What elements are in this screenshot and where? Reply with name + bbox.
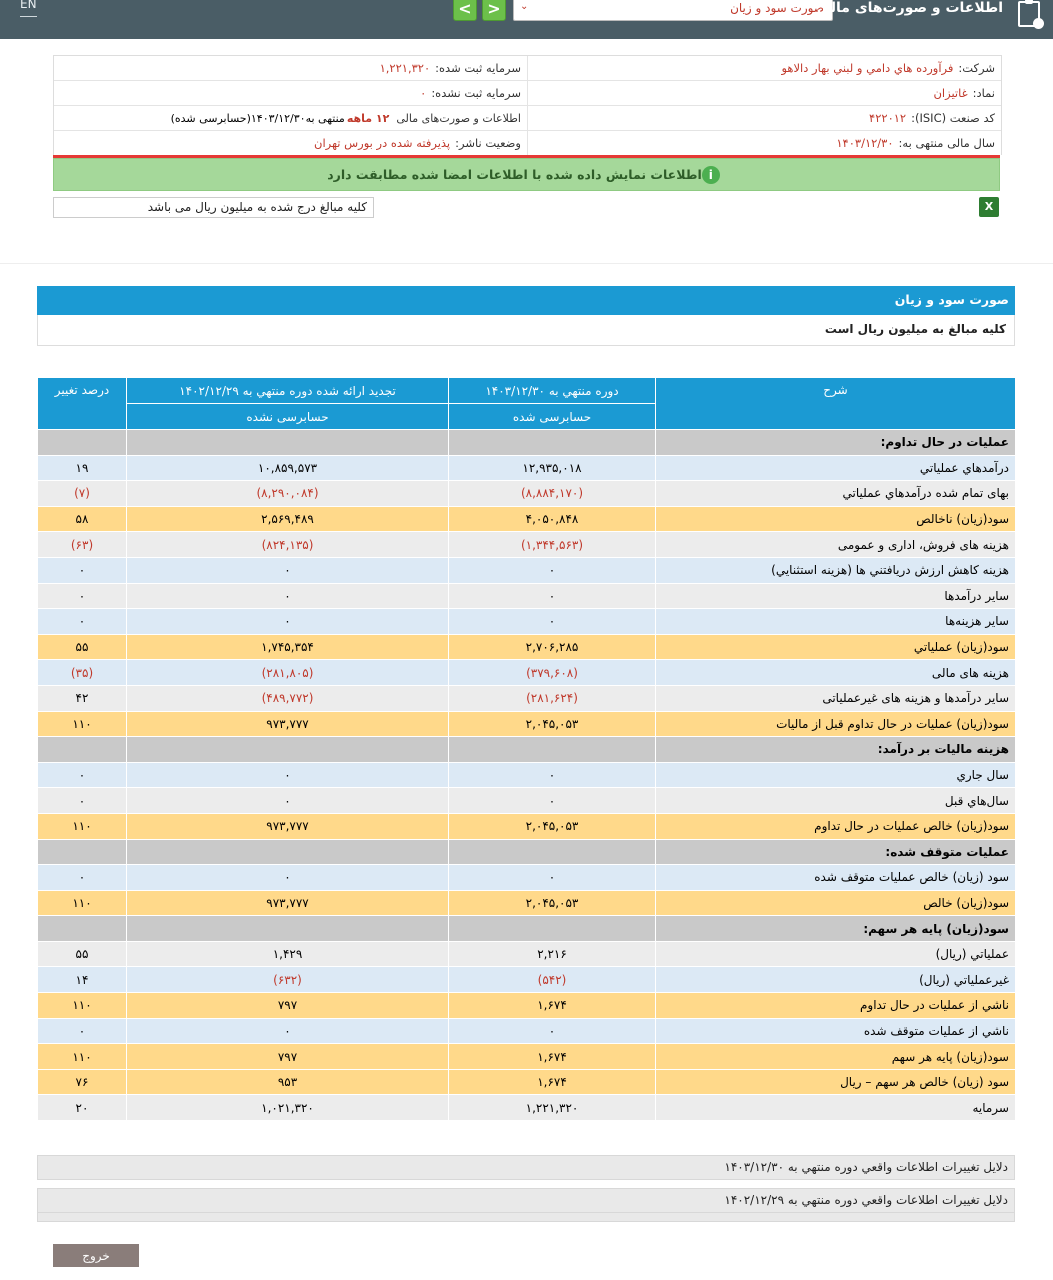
info-icon: i <box>702 166 720 184</box>
row-change: ۰ <box>38 609 127 635</box>
section-subtitle: کلیه مبالغ به میلیون ریال است <box>37 315 1015 346</box>
row-desc: هزينه هاى فروش، ادارى و عمومى <box>656 532 1016 558</box>
row-prior: ۰ <box>127 609 449 635</box>
row-change <box>38 737 127 763</box>
top-bar <box>0 0 1053 39</box>
row-desc: سود(زيان) ناخالص <box>656 506 1016 532</box>
row-desc: ساير درآمدها <box>656 583 1016 609</box>
table-row <box>38 890 1016 916</box>
row-change: ۱۴ <box>38 967 127 993</box>
statements-detail: منتهی به۱۴۰۳/۱۲/۳۰(حسابرسی شده) <box>170 111 345 125</box>
row-desc: سایر هزینه‌ها <box>656 609 1016 635</box>
company-label: شرکت: <box>958 61 995 75</box>
row-current: ۱,۲۲۱,۳۲۰ <box>449 1095 656 1121</box>
row-current <box>449 839 656 865</box>
next-button[interactable]: > <box>482 0 506 21</box>
header-current: دوره منتهي به ۱۴۰۳/۱۲/۳۰ <box>449 378 656 404</box>
table-row <box>38 455 1016 481</box>
row-change: ۰ <box>38 1018 127 1044</box>
row-current: ۰ <box>449 762 656 788</box>
category-row <box>38 916 1016 942</box>
row-current: ۱,۶۷۴ <box>449 1069 656 1095</box>
row-desc: غيرعملياتي (ريال) <box>656 967 1016 993</box>
row-current: ۰ <box>449 865 656 891</box>
row-current: ۰ <box>449 1018 656 1044</box>
row-current: ۱,۶۷۴ <box>449 1044 656 1070</box>
row-current: ۲,۰۴۵,۰۵۳ <box>449 711 656 737</box>
status-label: وضعیت ناشر: <box>455 136 521 150</box>
row-prior <box>127 916 449 942</box>
language-link[interactable]: EN <box>20 0 37 11</box>
row-desc: سال‌هاي قبل <box>656 788 1016 814</box>
row-current: ۲,۰۴۵,۰۵۳ <box>449 890 656 916</box>
row-prior: (۸۲۴,۱۳۵) <box>127 532 449 558</box>
row-prior: (۲۸۱,۸۰۵) <box>127 660 449 686</box>
row-current: ۲,۷۰۶,۲۸۵ <box>449 634 656 660</box>
row-current: ۰ <box>449 788 656 814</box>
row-prior: ۹۷۳,۷۷۷ <box>127 813 449 839</box>
table-row <box>38 788 1016 814</box>
table-row <box>38 865 1016 891</box>
row-desc: ساير درآمدها و هزينه هاى غيرعملياتى <box>656 685 1016 711</box>
category-row <box>38 430 1016 456</box>
row-prior: ۰ <box>127 583 449 609</box>
row-change: (۶۳) <box>38 532 127 558</box>
table-row <box>38 993 1016 1019</box>
row-desc: سود (زيان) خالص هر سهم – ريال <box>656 1069 1016 1095</box>
fiscal-value: ۱۴۰۳/۱۲/۳۰ <box>836 136 894 150</box>
table-row <box>38 634 1016 660</box>
row-change: (۷) <box>38 481 127 507</box>
table-row <box>38 685 1016 711</box>
page-title: اطلاعات و صورت‌های مالی <box>816 0 1003 16</box>
row-change: ۱۱۰ <box>38 890 127 916</box>
reg-capital-value: ۱,۲۲۱,۳۲۰ <box>379 61 431 75</box>
row-change: ۱۹ <box>38 455 127 481</box>
table-row <box>38 762 1016 788</box>
row-desc: سود(زيان) عملياتي <box>656 634 1016 660</box>
verified-notice <box>53 158 1000 191</box>
table-row <box>38 532 1016 558</box>
table-row <box>38 941 1016 967</box>
row-prior: ۱,۴۲۹ <box>127 941 449 967</box>
row-change: ۰ <box>38 557 127 583</box>
row-prior: ۲,۵۶۹,۴۸۹ <box>127 506 449 532</box>
row-desc: ناشي از عمليات متوقف شده <box>656 1018 1016 1044</box>
clipboard-icon <box>1018 1 1040 27</box>
row-desc: سود(زيان) پايه هر سهم: <box>656 916 1016 942</box>
company-value: فرآورده هاي دامي و لبني بهار دالاهو <box>781 61 954 75</box>
row-desc: سود(زيان) خالص عمليات در حال تداوم <box>656 813 1016 839</box>
header-desc: شرح <box>656 378 1016 430</box>
row-current: (۵۴۲) <box>449 967 656 993</box>
row-prior <box>127 737 449 763</box>
reg-capital-label: سرمایه ثبت شده: <box>435 61 521 75</box>
table-row <box>38 609 1016 635</box>
row-prior: ۰ <box>127 1018 449 1044</box>
excel-export-icon[interactable]: X <box>979 197 999 217</box>
row-prior: ۷۹۷ <box>127 1044 449 1070</box>
row-prior: ۹۵۳ <box>127 1069 449 1095</box>
prev-button[interactable]: < <box>453 0 477 21</box>
row-prior: ۰ <box>127 865 449 891</box>
unit-note: کلیه مبالغ درج شده به میلیون ریال می باشد <box>53 197 374 218</box>
row-current <box>449 737 656 763</box>
row-current: ۱۲,۹۳۵,۰۱۸ <box>449 455 656 481</box>
row-current: ۱,۶۷۴ <box>449 993 656 1019</box>
row-change: ۷۶ <box>38 1069 127 1095</box>
row-change: ۰ <box>38 865 127 891</box>
reason-current[interactable]: دلایل تغییرات اطلاعات واقعي دوره منتهي به ۱۴۰۳/۱۲/۳۰ <box>37 1155 1015 1180</box>
row-desc: درآمدهاي عملياتي <box>656 455 1016 481</box>
row-current: (۲۸۱,۶۲۴) <box>449 685 656 711</box>
table-row <box>38 813 1016 839</box>
fiscal-label: سال مالی منتهی به: <box>898 136 995 150</box>
row-current: ۴,۰۵۰,۸۴۸ <box>449 506 656 532</box>
row-desc: عملیات در حال تداوم: <box>656 430 1016 456</box>
unreg-capital-value: ۰ <box>420 86 427 100</box>
header-prior-sub: حسابرسی نشده <box>127 404 449 430</box>
row-prior: (۴۸۹,۷۷۲) <box>127 685 449 711</box>
row-prior: ۱,۰۲۱,۳۲۰ <box>127 1095 449 1121</box>
table-row <box>38 557 1016 583</box>
row-change: ۵۵ <box>38 941 127 967</box>
row-current <box>449 430 656 456</box>
table-row <box>38 1095 1016 1121</box>
row-prior: (۶۳۲) <box>127 967 449 993</box>
row-current: (۸,۸۸۴,۱۷۰) <box>449 481 656 507</box>
row-desc: سرمایه <box>656 1095 1016 1121</box>
isic-value: ۴۲۲۰۱۲ <box>869 111 907 125</box>
row-change: ۲۰ <box>38 1095 127 1121</box>
notice-text: اطلاعات نمایش داده شده با اطلاعات امضا شده مطابقت دارد <box>327 167 702 182</box>
status-value: پذیرفته شده در بورس تهران <box>314 136 451 150</box>
row-prior: ۱۰,۸۵۹,۵۷۳ <box>127 455 449 481</box>
unreg-capital-label: سرمایه ثبت نشده: <box>431 86 521 100</box>
reason-panel-bottom <box>37 1213 1015 1222</box>
row-prior <box>127 839 449 865</box>
table-row <box>38 583 1016 609</box>
row-change: ۵۵ <box>38 634 127 660</box>
category-row <box>38 737 1016 763</box>
row-change: ۵۸ <box>38 506 127 532</box>
reason-prior[interactable]: دلایل تغییرات اطلاعات واقعي دوره منتهي به ۱۴۰۲/۱۲/۲۹ <box>37 1188 1015 1213</box>
row-change: ۱۱۰ <box>38 1044 127 1070</box>
statements-label: اطلاعات و صورت‌های مالی <box>396 111 521 125</box>
section-title: صورت سود و زیان <box>37 286 1015 315</box>
row-desc: هزينه هاى مالى <box>656 660 1016 686</box>
row-desc: ناشي از عمليات در حال تداوم <box>656 993 1016 1019</box>
divider <box>0 263 1053 264</box>
statements-period: ۱۲ ماهه <box>346 111 390 125</box>
header-current-sub: حسابرسی شده <box>449 404 656 430</box>
row-current: ۰ <box>449 557 656 583</box>
row-change <box>38 916 127 942</box>
row-desc: سود(زيان) خالص <box>656 890 1016 916</box>
row-prior: ۹۷۳,۷۷۷ <box>127 890 449 916</box>
row-desc: سود(زيان) پايه هر سهم <box>656 1044 1016 1070</box>
chevron-down-icon: ⌄ <box>520 1 529 12</box>
table-row <box>38 481 1016 507</box>
row-change: ۰ <box>38 788 127 814</box>
income-statement-table <box>37 377 1016 1121</box>
row-desc: هزينه ماليات بر درآمد: <box>656 737 1016 763</box>
table-row <box>38 660 1016 686</box>
row-desc: هزینه کاهش ارزش دریافتني ها (هزينه استثنايي) <box>656 557 1016 583</box>
row-change: ۱۱۰ <box>38 993 127 1019</box>
row-prior: (۸,۲۹۰,۰۸۴) <box>127 481 449 507</box>
row-change: ۰ <box>38 583 127 609</box>
category-row <box>38 839 1016 865</box>
row-prior <box>127 430 449 456</box>
row-prior: ۹۷۳,۷۷۷ <box>127 711 449 737</box>
symbol-value: غاتیزان <box>933 86 968 100</box>
row-current: ۰ <box>449 583 656 609</box>
table-row <box>38 1018 1016 1044</box>
row-prior: ۷۹۷ <box>127 993 449 1019</box>
row-change: ۱۱۰ <box>38 711 127 737</box>
row-current: ۰ <box>449 609 656 635</box>
row-change: ۰ <box>38 762 127 788</box>
row-desc: سود (زيان) خالص عمليات متوقف شده <box>656 865 1016 891</box>
header-change: درصد تغییر <box>38 378 127 430</box>
row-desc: عملياتي (ريال) <box>656 941 1016 967</box>
row-current <box>449 916 656 942</box>
row-prior: ۰ <box>127 557 449 583</box>
row-change: ۱۱۰ <box>38 813 127 839</box>
row-desc: سال جاري <box>656 762 1016 788</box>
row-prior: ۰ <box>127 788 449 814</box>
table-row <box>38 711 1016 737</box>
row-desc: عملیات متوقف شده: <box>656 839 1016 865</box>
row-prior: ۰ <box>127 762 449 788</box>
company-info <box>53 55 1002 155</box>
row-prior: ۱,۷۴۵,۳۵۴ <box>127 634 449 660</box>
table-row <box>38 506 1016 532</box>
report-select-value: صورت سود و زیان <box>730 1 824 15</box>
table-row <box>38 1069 1016 1095</box>
table-row <box>38 967 1016 993</box>
row-change <box>38 430 127 456</box>
row-current: ۲,۰۴۵,۰۵۳ <box>449 813 656 839</box>
table-row <box>38 1044 1016 1070</box>
exit-button[interactable]: خروج <box>53 1244 139 1267</box>
row-change <box>38 839 127 865</box>
row-current: (۱,۳۴۴,۵۶۳) <box>449 532 656 558</box>
row-desc: بهاى تمام شده درآمدهاي عملياتي <box>656 481 1016 507</box>
isic-label: کد صنعت (ISIC): <box>911 111 995 125</box>
row-change: (۳۵) <box>38 660 127 686</box>
header-prior: تجدید ارائه شده دوره منتهي به ۱۴۰۲/۱۲/۲۹ <box>127 378 449 404</box>
symbol-label: نماد: <box>972 86 995 100</box>
row-change: ۴۲ <box>38 685 127 711</box>
row-current: (۳۷۹,۶۰۸) <box>449 660 656 686</box>
row-desc: سود(زيان) عمليات در حال تداوم قبل از ماليات <box>656 711 1016 737</box>
row-current: ۲,۲۱۶ <box>449 941 656 967</box>
report-select[interactable] <box>513 0 833 21</box>
